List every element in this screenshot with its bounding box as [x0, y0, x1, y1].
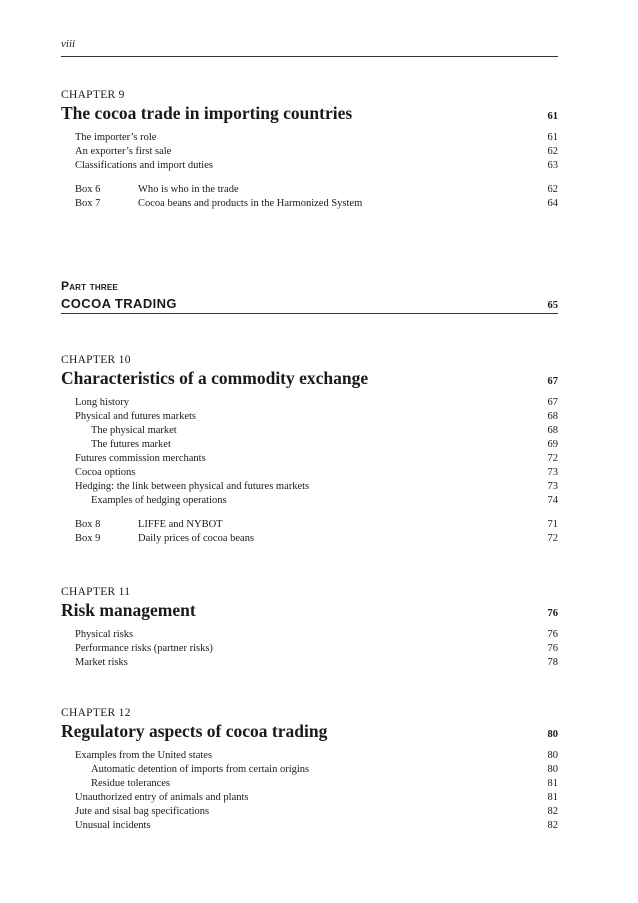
toc-subentry[interactable]	[61, 763, 558, 777]
chapter-title: Characteristics of a commodity exchange	[61, 368, 369, 388]
toc-subentry[interactable]	[61, 438, 558, 452]
toc-entry-text: Market risks	[75, 657, 128, 668]
chapter-title: Risk management	[61, 600, 196, 620]
box-entry[interactable]	[61, 532, 558, 546]
toc-entry-text: Residue tolerances	[91, 778, 171, 789]
chapter-title-row[interactable]	[61, 721, 558, 742]
part-label: Part three	[61, 279, 118, 293]
toc-entry-page: 82	[547, 820, 558, 831]
chapter-label: CHAPTER 11	[61, 586, 131, 598]
toc-entry-text: Examples from the United states	[75, 750, 213, 761]
toc-entry-page: 72	[547, 453, 558, 464]
chapter-title-row[interactable]	[61, 368, 558, 389]
toc-entry-text: Unusual incidents	[75, 820, 151, 831]
toc-entry[interactable]	[61, 805, 558, 819]
toc-entry[interactable]	[61, 642, 558, 656]
chapter-page: 76	[547, 608, 558, 619]
toc-entry-text: Classifications and import duties	[75, 160, 213, 171]
toc-entry-page: 68	[547, 425, 558, 436]
chapter-11-section	[61, 585, 558, 670]
box-label: Box 7	[75, 198, 101, 209]
toc-entry-page: 81	[547, 792, 558, 803]
toc-entry-text: The importer’s role	[75, 132, 157, 143]
chapter-9-section	[61, 88, 558, 211]
chapter-12-section	[61, 706, 558, 833]
toc-entry[interactable]	[61, 396, 558, 410]
chapter-title: Regulatory aspects of cocoa trading	[61, 721, 328, 741]
box-entry[interactable]	[61, 197, 558, 211]
toc-entry[interactable]	[61, 159, 558, 173]
toc-entry-page: 62	[547, 146, 558, 157]
box-page: 71	[547, 519, 558, 530]
toc-entry[interactable]	[61, 466, 558, 480]
box-title: Daily prices of cocoa beans	[138, 533, 255, 544]
header-rule	[61, 56, 558, 57]
toc-entry-text: The physical market	[91, 425, 177, 436]
chapter-label: CHAPTER 9	[61, 89, 125, 101]
box-title: LIFFE and NYBOT	[138, 519, 223, 530]
chapter-title: The cocoa trade in importing countries	[61, 103, 353, 123]
part-three-section	[61, 279, 558, 314]
toc-entry[interactable]	[61, 452, 558, 466]
box-page: 72	[547, 533, 558, 544]
chapter-label: CHAPTER 10	[61, 354, 131, 366]
chapter-title-row[interactable]	[61, 103, 558, 124]
toc-entry[interactable]	[61, 131, 558, 145]
box-page: 62	[547, 184, 558, 195]
box-title: Who is who in the trade	[138, 184, 239, 195]
chapter-page: 67	[547, 376, 558, 387]
toc-entry-page: 69	[547, 439, 558, 450]
toc-subentry[interactable]	[61, 424, 558, 438]
part-title-row[interactable]	[61, 296, 558, 314]
box-label: Box 9	[75, 533, 101, 544]
box-entry[interactable]	[61, 183, 558, 197]
toc-entry[interactable]	[61, 819, 558, 833]
toc-entry-text: An exporter’s first sale	[75, 146, 172, 157]
toc-entry-text: Physical and futures markets	[75, 411, 197, 422]
toc-entry-text: The futures market	[91, 439, 171, 450]
box-title: Cocoa beans and products in the Harmonized System	[138, 198, 363, 209]
toc-entry[interactable]	[61, 749, 558, 763]
toc-entry-text: Automatic detention of imports from certain origins	[91, 764, 310, 775]
toc-entry-page: 81	[547, 778, 558, 789]
toc-entry-page: 80	[547, 750, 558, 761]
toc-entry[interactable]	[61, 145, 558, 159]
toc-entry-text: Jute and sisal bag specifications	[75, 806, 210, 817]
toc-subentry[interactable]	[61, 777, 558, 791]
toc-entry-text: Unauthorized entry of animals and plants	[75, 792, 249, 803]
toc-entry-page: 82	[547, 806, 558, 817]
toc-subentry[interactable]	[61, 494, 558, 508]
toc-entry[interactable]	[61, 628, 558, 642]
toc-entry-page: 67	[547, 397, 558, 408]
chapter-title-row[interactable]	[61, 600, 558, 621]
box-label: Box 6	[75, 184, 101, 195]
toc-entry-text: Hedging: the link between physical and futures markets	[75, 481, 310, 492]
toc-entry-page: 78	[547, 657, 558, 668]
toc-entry[interactable]	[61, 410, 558, 424]
toc-entry-page: 68	[547, 411, 558, 422]
chapter-10-section	[61, 353, 558, 546]
toc-entry-text: Performance risks (partner risks)	[75, 643, 213, 654]
page-folio: viii	[61, 38, 76, 50]
box-page: 64	[547, 198, 558, 209]
toc-entry-page: 73	[547, 467, 558, 478]
toc-entry-text: Futures commission merchants	[75, 453, 206, 464]
toc-entry-page: 74	[547, 495, 558, 506]
toc-entry-text: Examples of hedging operations	[91, 495, 227, 506]
chapter-page: 61	[547, 111, 558, 122]
box-entry[interactable]	[61, 518, 558, 532]
toc-entry-page: 76	[547, 643, 558, 654]
toc-entry-page: 76	[547, 629, 558, 640]
chapter-page: 80	[547, 729, 558, 740]
box-label: Box 8	[75, 519, 101, 530]
chapter-label: CHAPTER 12	[61, 707, 131, 719]
part-page: 65	[547, 300, 558, 311]
toc-entry[interactable]	[61, 656, 558, 670]
toc-entry[interactable]	[61, 480, 558, 494]
part-title: COCOA TRADING	[61, 296, 177, 311]
toc-entry-page: 80	[547, 764, 558, 775]
toc-entry-page: 61	[547, 132, 558, 143]
toc-entry-text: Physical risks	[75, 629, 134, 640]
toc-entry-text: Long history	[75, 397, 129, 408]
toc-entry-page: 63	[547, 160, 558, 171]
toc-entry-text: Cocoa options	[75, 467, 136, 478]
toc-entry-page: 73	[547, 481, 558, 492]
toc-entry[interactable]	[61, 791, 558, 805]
